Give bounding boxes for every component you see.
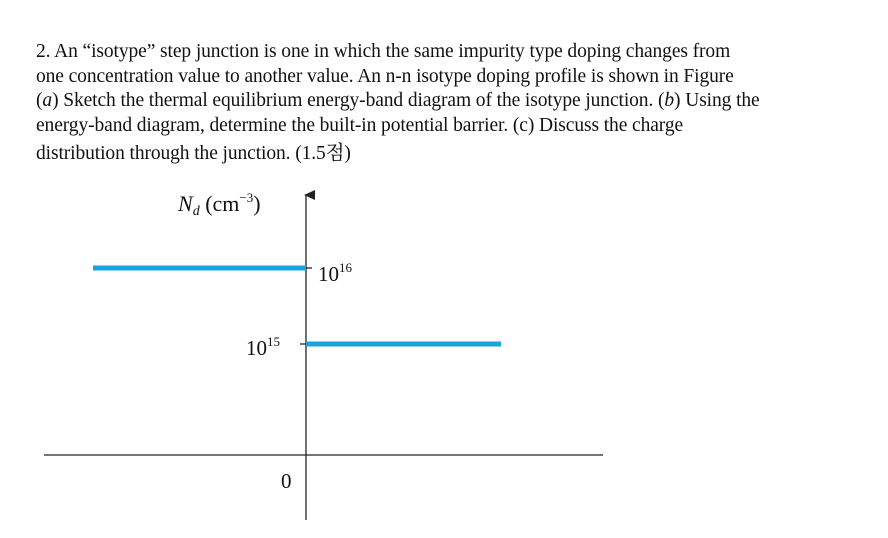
tick-label-zero: 0 [281, 469, 292, 493]
problem-line-3: (a) Sketch the thermal equilibrium energy-band diagram of the isotype junction. (b) Using the [36, 90, 760, 111]
y-axis-label-subscript: d [192, 204, 200, 219]
tick-label-1e15-base: 10 [246, 336, 267, 360]
problem-line-1: 2. An “isotype” step junction is one in which the same impurity type doping changes from [36, 41, 731, 62]
y-axis-label [178, 190, 261, 220]
problem-line-4: energy-band diagram, determine the built-in potential barrier. (c) Discuss the charge [36, 114, 684, 136]
tick-label-1e16-base: 10 [318, 262, 339, 286]
y-axis-label-close: ) [253, 191, 261, 216]
tick-label-1e15 [246, 334, 280, 361]
problem-line-5: distribution through the junction. (1.5점) [36, 143, 351, 164]
tick-label-1e16 [318, 260, 352, 287]
y-axis-label-unit: (cm [199, 191, 240, 216]
tick-label-1e16-exponent: 16 [339, 260, 352, 275]
y-axis-label-symbol: N [178, 191, 193, 216]
y-axis-label-exponent: −3 [239, 190, 254, 205]
problem-line-2: one concentration value to another value. An n-n isotype doping profile is shown in Figure [36, 65, 734, 87]
tick-label-1e15-exponent: 15 [267, 334, 280, 349]
